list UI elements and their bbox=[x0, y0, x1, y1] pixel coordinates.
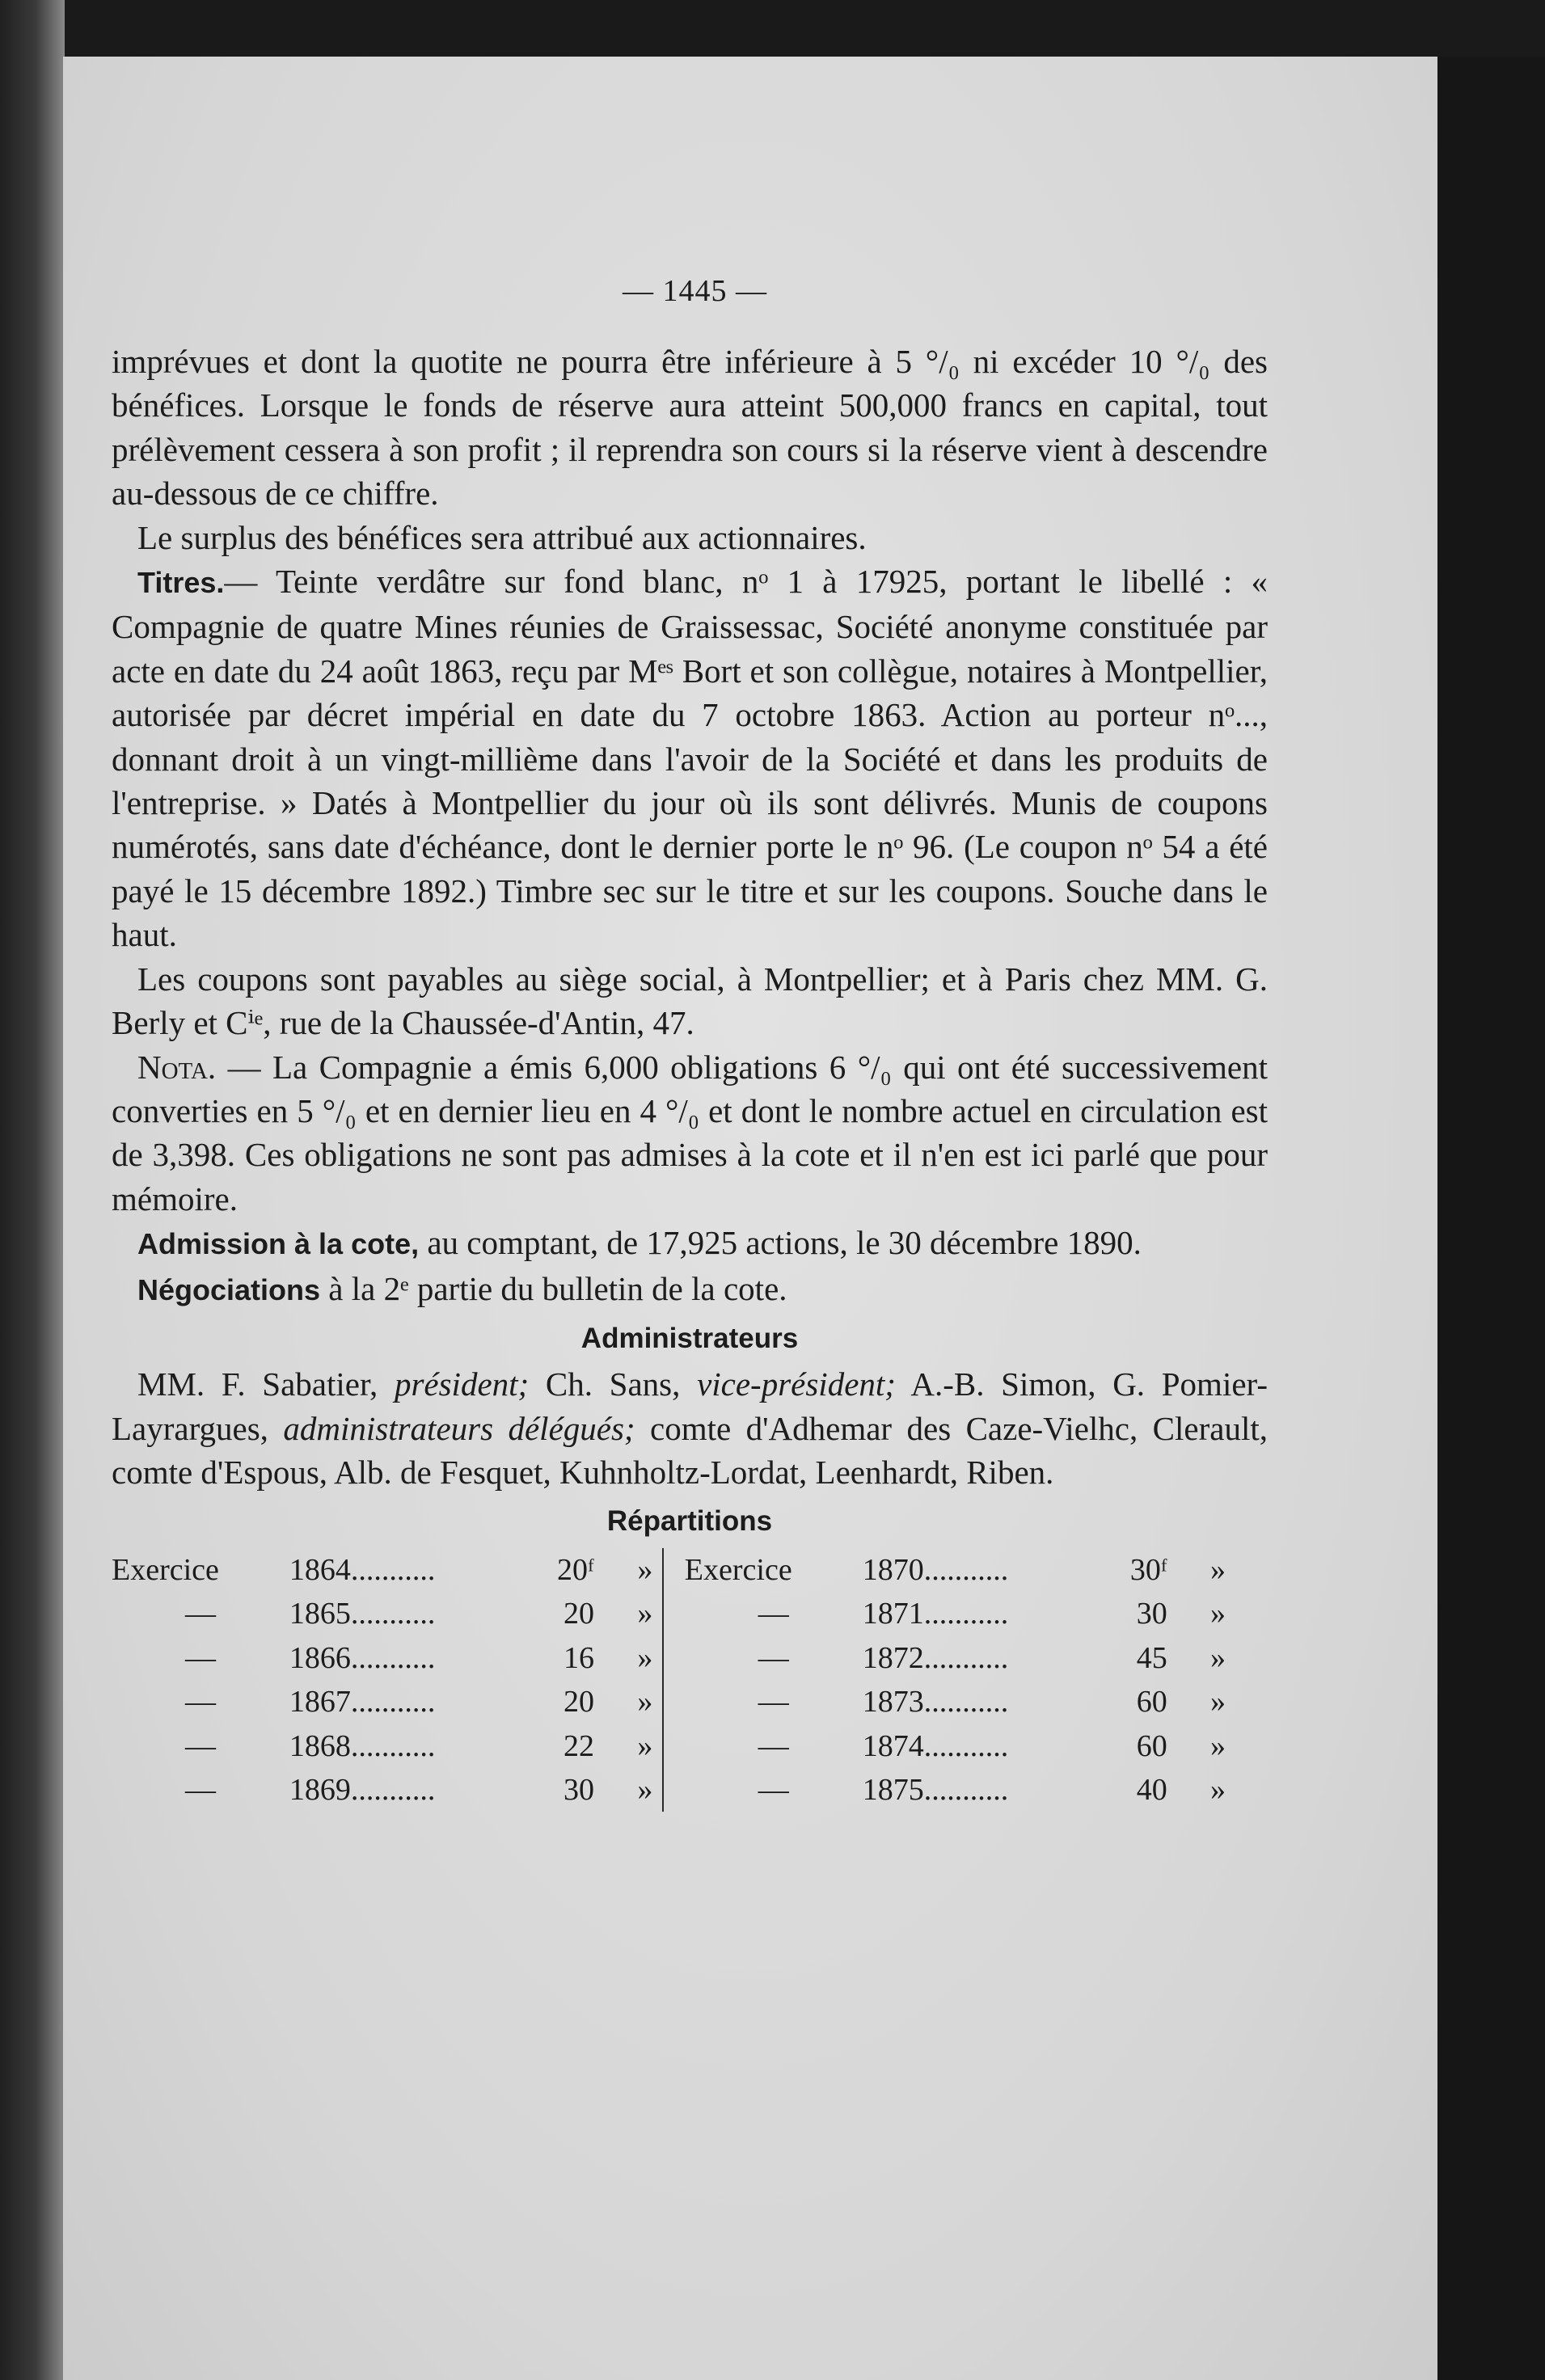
cell-q: » bbox=[637, 1773, 653, 1807]
cell-q: » bbox=[1210, 1552, 1226, 1587]
paragraph-coupons: Les coupons sont payables au siège social, à Montpellier; et à Paris chez MM. G. Berly et Cⁱᵉ, rue de la Chaussée-d'Antin, 47. bbox=[112, 960, 1268, 1042]
cell-amt: 30 bbox=[1136, 1597, 1167, 1631]
cell-yr: 1866........... bbox=[289, 1640, 436, 1675]
table-row bbox=[112, 1592, 1235, 1635]
cell-amt: 40 bbox=[1136, 1773, 1167, 1807]
cell-lbl: Exercice bbox=[112, 1552, 219, 1587]
nota-text: — La Compagnie a émis 6,000 obligations 6 °/₀ qui ont été successivement converties en 5 °/₀ et en dernier lieu en 4 °/₀ et dont le nombre actuel en circulation est de 3,398. Ces obligations ne sont pas admises à la cote et il n'en est ici parlé que pour mémoire. bbox=[112, 1048, 1269, 1217]
cell-q: » bbox=[1210, 1640, 1226, 1675]
cell-q: » bbox=[637, 1552, 653, 1587]
cell-lbl: — bbox=[184, 1640, 216, 1675]
negociations-label: Négociations bbox=[137, 1272, 321, 1306]
cell-yr: 1867........... bbox=[289, 1685, 436, 1720]
cell-yr: 1875........... bbox=[862, 1773, 1009, 1807]
cell-lbl: — bbox=[184, 1728, 216, 1763]
cell-lbl: — bbox=[184, 1773, 216, 1807]
cell-lbl: Exercice bbox=[684, 1552, 792, 1587]
column-separator bbox=[663, 1636, 684, 1680]
cell-yr: 1865........... bbox=[289, 1597, 436, 1631]
cell-q: » bbox=[637, 1640, 653, 1675]
cell-q: » bbox=[1210, 1728, 1226, 1763]
table-row bbox=[112, 1724, 1235, 1768]
cell-yr: 1872........... bbox=[862, 1640, 1009, 1675]
cell-amt: 16 bbox=[563, 1640, 594, 1675]
column-separator bbox=[663, 1724, 684, 1768]
cell-amt: 60 bbox=[1136, 1728, 1167, 1763]
table-row bbox=[112, 1768, 1235, 1812]
cell-q: » bbox=[1210, 1597, 1226, 1631]
cell-yr: 1864........... bbox=[289, 1552, 436, 1587]
column-separator bbox=[663, 1768, 684, 1812]
cell-amt: 20 bbox=[563, 1597, 594, 1631]
cell-lbl: — bbox=[758, 1640, 789, 1675]
cell-amt: 45 bbox=[1136, 1640, 1167, 1675]
paragraph-negociations bbox=[112, 1267, 1268, 1312]
table-row bbox=[112, 1636, 1235, 1680]
paragraph-titres bbox=[112, 559, 1268, 957]
repartitions-table bbox=[112, 1548, 1235, 1812]
cell-lbl: — bbox=[758, 1597, 789, 1631]
cell-q: » bbox=[637, 1597, 653, 1631]
cell-lbl: — bbox=[758, 1728, 789, 1763]
paragraph-reserve: imprévues et dont la quotite ne pourra être inférieure à 5 °/₀ ni excéder 10 °/₀ des bénéfices. Lorsque le fonds de réserve aura atteint 500,000 francs en capital, tout prélèvement cessera à son profit ; il reprendra son cours si la réserve vient à descendre au-dessous de ce chiffre. bbox=[112, 343, 1268, 513]
column-separator bbox=[663, 1680, 684, 1724]
cell-lbl: — bbox=[184, 1597, 216, 1631]
cell-amt: 30ᶠ bbox=[1129, 1552, 1167, 1587]
cell-q: » bbox=[637, 1728, 653, 1763]
cell-yr: 1874........... bbox=[862, 1728, 1009, 1763]
page-body bbox=[112, 340, 1268, 1812]
cell-yr: 1869........... bbox=[289, 1773, 436, 1807]
cell-amt: 20ᶠ bbox=[557, 1552, 594, 1587]
nota-label: Nota. bbox=[137, 1048, 217, 1086]
page-edge-shadow bbox=[1437, 57, 1545, 2380]
table-row bbox=[112, 1548, 1235, 1592]
cell-yr: 1868........... bbox=[289, 1728, 436, 1763]
paragraph-admission bbox=[112, 1221, 1268, 1266]
paragraph-surplus: Le surplus des bénéfices sera attribué aux actionnaires. bbox=[137, 518, 867, 556]
cell-q: » bbox=[637, 1685, 653, 1720]
repartitions-heading: Répartitions bbox=[606, 1504, 773, 1537]
cell-yr: 1871........... bbox=[862, 1597, 1009, 1631]
titres-text: — Teinte verdâtre sur fond blanc, nᵒ 1 à 17925, portant le libellé : « Compagnie de quatre Mines réunies de Graissessac, Société anonyme constituée par acte en date du 24 août 1863, reçu par Mᵉˢ Bort et son collègue, notaires à Montpellier, autorisée par décret impérial en date du 7 octobre 1863. Action au porteur nᵒ..., donnant droit à un vingt-millième dans l'avoir de la Société et dans les produits de l'entreprise. » Datés à Montpellier du jour où ils sont délivrés. Munis de coupons numérotés, sans date d'échéance, dont le dernier porte le nᵒ 96. (Le coupon nᵒ 54 a été payé le 15 décembre 1892.) Timbre sec sur le titre et sur les coupons. Souche dans le haut. bbox=[112, 563, 1268, 954]
cell-amt: 60 bbox=[1136, 1685, 1167, 1720]
table-row bbox=[112, 1680, 1235, 1724]
cell-lbl: — bbox=[184, 1685, 216, 1720]
negociations-text: à la 2ᵉ partie du bulletin de la cote. bbox=[328, 1269, 787, 1307]
admission-text: au comptant, de 17,925 actions, le 30 décembre 1890. bbox=[427, 1224, 1142, 1262]
admission-label: Admission à la cote, bbox=[137, 1227, 420, 1261]
book-binding bbox=[0, 0, 65, 2380]
page-number: — 1445 — bbox=[623, 274, 767, 308]
cell-lbl: — bbox=[758, 1685, 789, 1720]
column-separator bbox=[663, 1548, 684, 1592]
paragraph-nota bbox=[112, 1045, 1268, 1222]
cell-yr: 1870........... bbox=[862, 1552, 1009, 1587]
cell-amt: 20 bbox=[563, 1685, 594, 1720]
cell-q: » bbox=[1210, 1685, 1226, 1720]
administrateurs-heading: Administrateurs bbox=[580, 1322, 799, 1354]
cell-amt: 22 bbox=[563, 1728, 594, 1763]
column-separator bbox=[663, 1592, 684, 1635]
paragraph-administrateurs: MM. F. Sabatier, président; Ch. Sans, vice-président; A.-B. Simon, G. Pomier-Layrargues, administrateurs délégués; comte d'Adhemar des Caze-Vielhc, Clerault, comte d'Espous, Alb. de Fesquet, Kuhnholtz-Lordat, Leenhardt, Riben. bbox=[112, 1365, 1269, 1492]
titres-label: Titres. bbox=[137, 566, 225, 600]
cell-q: » bbox=[1210, 1773, 1226, 1807]
cell-yr: 1873........... bbox=[862, 1685, 1009, 1720]
cell-amt: 30 bbox=[563, 1773, 594, 1807]
cell-lbl: — bbox=[758, 1773, 789, 1807]
